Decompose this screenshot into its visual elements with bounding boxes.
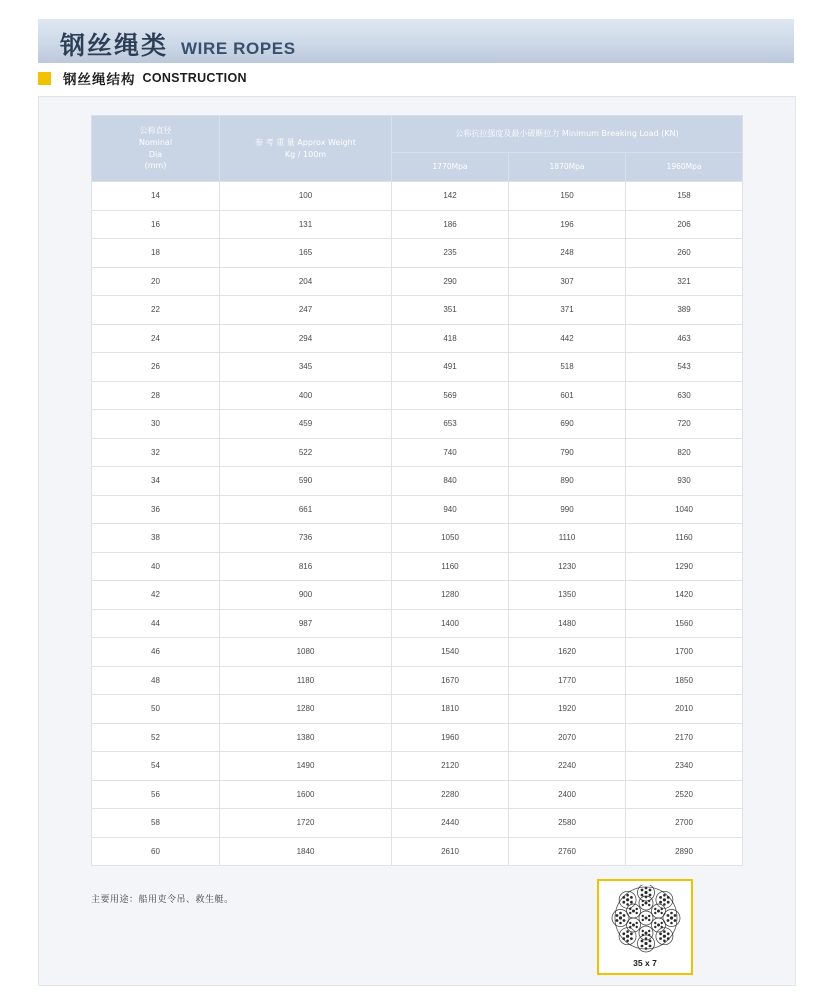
cell-mbl-1870: 990 xyxy=(509,495,626,524)
spec-table-head xyxy=(92,116,743,182)
cell-mbl-1770: 1280 xyxy=(392,581,509,610)
cell-mbl-1960: 260 xyxy=(626,239,743,268)
cell-approx-weight: 165 xyxy=(220,239,392,268)
cell-mbl-1870: 307 xyxy=(509,267,626,296)
cell-mbl-1960: 206 xyxy=(626,210,743,239)
table-row xyxy=(92,296,743,325)
cell-mbl-1870: 1230 xyxy=(509,552,626,581)
cell-nominal-dia: 24 xyxy=(92,324,220,353)
header-dia-line4: (mm) xyxy=(144,161,167,171)
cell-mbl-1960: 321 xyxy=(626,267,743,296)
cell-mbl-1770: 1400 xyxy=(392,609,509,638)
table-row xyxy=(92,438,743,467)
cell-approx-weight: 400 xyxy=(220,381,392,410)
table-footnote: 主要用途：船用吏令吊、救生艇。 xyxy=(91,895,234,905)
rope-cross-section-box xyxy=(597,879,693,975)
cell-mbl-1770: 1160 xyxy=(392,552,509,581)
cell-nominal-dia: 34 xyxy=(92,467,220,496)
header-minimum-breaking-load: 公称抗拉强度及最小破断拉力 Minimum Breaking Load (KN) xyxy=(392,116,743,153)
cell-nominal-dia: 16 xyxy=(92,210,220,239)
header-mbl-1870: 1870Mpa xyxy=(509,153,626,182)
cell-mbl-1960: 543 xyxy=(626,353,743,382)
cell-mbl-1770: 2610 xyxy=(392,837,509,866)
cell-mbl-1770: 940 xyxy=(392,495,509,524)
square-marker-icon xyxy=(38,72,51,85)
table-row xyxy=(92,752,743,781)
cell-mbl-1960: 930 xyxy=(626,467,743,496)
table-row xyxy=(92,723,743,752)
cell-mbl-1870: 518 xyxy=(509,353,626,382)
table-row xyxy=(92,495,743,524)
cell-mbl-1870: 442 xyxy=(509,324,626,353)
cell-mbl-1870: 1770 xyxy=(509,666,626,695)
header-mbl-1770: 1770Mpa xyxy=(392,153,509,182)
cell-mbl-1770: 569 xyxy=(392,381,509,410)
cell-nominal-dia: 50 xyxy=(92,695,220,724)
cell-approx-weight: 987 xyxy=(220,609,392,638)
cell-mbl-1870: 690 xyxy=(509,410,626,439)
cell-approx-weight: 1280 xyxy=(220,695,392,724)
content-panel xyxy=(38,96,796,986)
cell-nominal-dia: 32 xyxy=(92,438,220,467)
cell-nominal-dia: 48 xyxy=(92,666,220,695)
cell-mbl-1770: 351 xyxy=(392,296,509,325)
table-row xyxy=(92,809,743,838)
cell-mbl-1960: 1040 xyxy=(626,495,743,524)
table-row xyxy=(92,353,743,382)
header-nominal-dia xyxy=(92,116,220,182)
spec-table-wrapper xyxy=(91,115,743,866)
cell-mbl-1960: 1850 xyxy=(626,666,743,695)
cell-nominal-dia: 38 xyxy=(92,524,220,553)
section-title xyxy=(38,68,247,88)
cell-mbl-1960: 2520 xyxy=(626,780,743,809)
cell-mbl-1870: 890 xyxy=(509,467,626,496)
cell-approx-weight: 1840 xyxy=(220,837,392,866)
page-header-band xyxy=(38,18,794,63)
table-row xyxy=(92,666,743,695)
header-weight-line2: Kg / 100m xyxy=(284,149,327,159)
cell-mbl-1770: 290 xyxy=(392,267,509,296)
cell-mbl-1960: 463 xyxy=(626,324,743,353)
cell-nominal-dia: 46 xyxy=(92,638,220,667)
cell-mbl-1870: 1480 xyxy=(509,609,626,638)
cell-approx-weight: 816 xyxy=(220,552,392,581)
cell-mbl-1960: 720 xyxy=(626,410,743,439)
cell-approx-weight: 204 xyxy=(220,267,392,296)
cell-mbl-1770: 2440 xyxy=(392,809,509,838)
cell-approx-weight: 736 xyxy=(220,524,392,553)
page-header-titles xyxy=(60,26,296,62)
cell-mbl-1870: 601 xyxy=(509,381,626,410)
cell-mbl-1870: 2760 xyxy=(509,837,626,866)
cell-nominal-dia: 14 xyxy=(92,182,220,211)
cell-mbl-1870: 2400 xyxy=(509,780,626,809)
header-dia-line1: 公称直径 xyxy=(139,126,172,136)
cell-nominal-dia: 26 xyxy=(92,353,220,382)
cell-nominal-dia: 18 xyxy=(92,239,220,268)
spec-table-body xyxy=(92,182,743,866)
table-row xyxy=(92,780,743,809)
cell-mbl-1770: 2280 xyxy=(392,780,509,809)
page-title-cn: 钢丝绳类 xyxy=(60,31,169,60)
cell-approx-weight: 294 xyxy=(220,324,392,353)
cell-mbl-1770: 1670 xyxy=(392,666,509,695)
cell-mbl-1960: 1560 xyxy=(626,609,743,638)
table-row xyxy=(92,524,743,553)
cell-approx-weight: 1490 xyxy=(220,752,392,781)
cell-mbl-1770: 418 xyxy=(392,324,509,353)
cell-mbl-1770: 186 xyxy=(392,210,509,239)
header-dia-line3: Dia xyxy=(148,149,163,159)
cell-nominal-dia: 52 xyxy=(92,723,220,752)
cell-nominal-dia: 22 xyxy=(92,296,220,325)
header-mbl-1960: 1960Mpa xyxy=(626,153,743,182)
cell-mbl-1770: 1540 xyxy=(392,638,509,667)
cell-approx-weight: 247 xyxy=(220,296,392,325)
table-row xyxy=(92,609,743,638)
cell-mbl-1960: 158 xyxy=(626,182,743,211)
cell-mbl-1870: 1350 xyxy=(509,581,626,610)
spec-table xyxy=(91,115,743,866)
cell-mbl-1960: 1160 xyxy=(626,524,743,553)
table-row xyxy=(92,552,743,581)
cell-mbl-1960: 1290 xyxy=(626,552,743,581)
cell-mbl-1960: 1420 xyxy=(626,581,743,610)
cell-mbl-1870: 1110 xyxy=(509,524,626,553)
cell-mbl-1960: 2890 xyxy=(626,837,743,866)
cell-approx-weight: 522 xyxy=(220,438,392,467)
cell-approx-weight: 900 xyxy=(220,581,392,610)
cell-nominal-dia: 30 xyxy=(92,410,220,439)
table-row xyxy=(92,467,743,496)
cell-nominal-dia: 44 xyxy=(92,609,220,638)
cell-mbl-1870: 2580 xyxy=(509,809,626,838)
cell-nominal-dia: 28 xyxy=(92,381,220,410)
cell-mbl-1960: 2010 xyxy=(626,695,743,724)
cell-nominal-dia: 54 xyxy=(92,752,220,781)
cell-mbl-1960: 389 xyxy=(626,296,743,325)
cell-mbl-1870: 248 xyxy=(509,239,626,268)
page-title-en: WIRE ROPES xyxy=(181,39,296,58)
section-title-en: CONSTRUCTION xyxy=(142,71,247,85)
cell-mbl-1770: 2120 xyxy=(392,752,509,781)
cell-approx-weight: 1080 xyxy=(220,638,392,667)
cell-mbl-1870: 2070 xyxy=(509,723,626,752)
rope-cross-section-icon xyxy=(605,885,687,953)
cell-mbl-1770: 142 xyxy=(392,182,509,211)
cell-mbl-1960: 2700 xyxy=(626,809,743,838)
cell-mbl-1770: 840 xyxy=(392,467,509,496)
cell-nominal-dia: 56 xyxy=(92,780,220,809)
rope-construction-label: 35 x 7 xyxy=(633,958,657,968)
cell-approx-weight: 100 xyxy=(220,182,392,211)
cell-mbl-1770: 1810 xyxy=(392,695,509,724)
cell-mbl-1870: 150 xyxy=(509,182,626,211)
cell-nominal-dia: 60 xyxy=(92,837,220,866)
table-header-row-1 xyxy=(92,116,743,153)
cell-mbl-1870: 2240 xyxy=(509,752,626,781)
table-row xyxy=(92,410,743,439)
cell-mbl-1770: 235 xyxy=(392,239,509,268)
cell-approx-weight: 590 xyxy=(220,467,392,496)
cell-mbl-1870: 196 xyxy=(509,210,626,239)
cell-mbl-1770: 653 xyxy=(392,410,509,439)
cell-approx-weight: 345 xyxy=(220,353,392,382)
header-dia-line2: Nominal xyxy=(138,137,173,147)
section-title-cn: 钢丝绳结构 xyxy=(63,72,136,88)
cell-approx-weight: 661 xyxy=(220,495,392,524)
cell-nominal-dia: 42 xyxy=(92,581,220,610)
cell-approx-weight: 1600 xyxy=(220,780,392,809)
table-row xyxy=(92,239,743,268)
table-row xyxy=(92,638,743,667)
table-row xyxy=(92,581,743,610)
cell-mbl-1870: 371 xyxy=(509,296,626,325)
cell-mbl-1870: 790 xyxy=(509,438,626,467)
cell-approx-weight: 1720 xyxy=(220,809,392,838)
cell-nominal-dia: 36 xyxy=(92,495,220,524)
cell-approx-weight: 459 xyxy=(220,410,392,439)
table-row xyxy=(92,381,743,410)
table-row xyxy=(92,837,743,866)
cell-approx-weight: 131 xyxy=(220,210,392,239)
cell-approx-weight: 1180 xyxy=(220,666,392,695)
cell-mbl-1960: 2340 xyxy=(626,752,743,781)
cell-mbl-1770: 1050 xyxy=(392,524,509,553)
header-approx-weight xyxy=(220,116,392,182)
cell-nominal-dia: 58 xyxy=(92,809,220,838)
cell-nominal-dia: 40 xyxy=(92,552,220,581)
cell-approx-weight: 1380 xyxy=(220,723,392,752)
table-row xyxy=(92,324,743,353)
cell-mbl-1960: 820 xyxy=(626,438,743,467)
table-row xyxy=(92,267,743,296)
table-row xyxy=(92,182,743,211)
table-row xyxy=(92,210,743,239)
cell-mbl-1870: 1920 xyxy=(509,695,626,724)
cell-mbl-1960: 1700 xyxy=(626,638,743,667)
cell-mbl-1960: 2170 xyxy=(626,723,743,752)
cell-mbl-1770: 1960 xyxy=(392,723,509,752)
cell-mbl-1960: 630 xyxy=(626,381,743,410)
cell-mbl-1770: 740 xyxy=(392,438,509,467)
cell-mbl-1770: 491 xyxy=(392,353,509,382)
table-row xyxy=(92,695,743,724)
header-weight-line1: 参 考 重 量 Approx Weight xyxy=(255,137,356,147)
cell-mbl-1870: 1620 xyxy=(509,638,626,667)
cell-nominal-dia: 20 xyxy=(92,267,220,296)
